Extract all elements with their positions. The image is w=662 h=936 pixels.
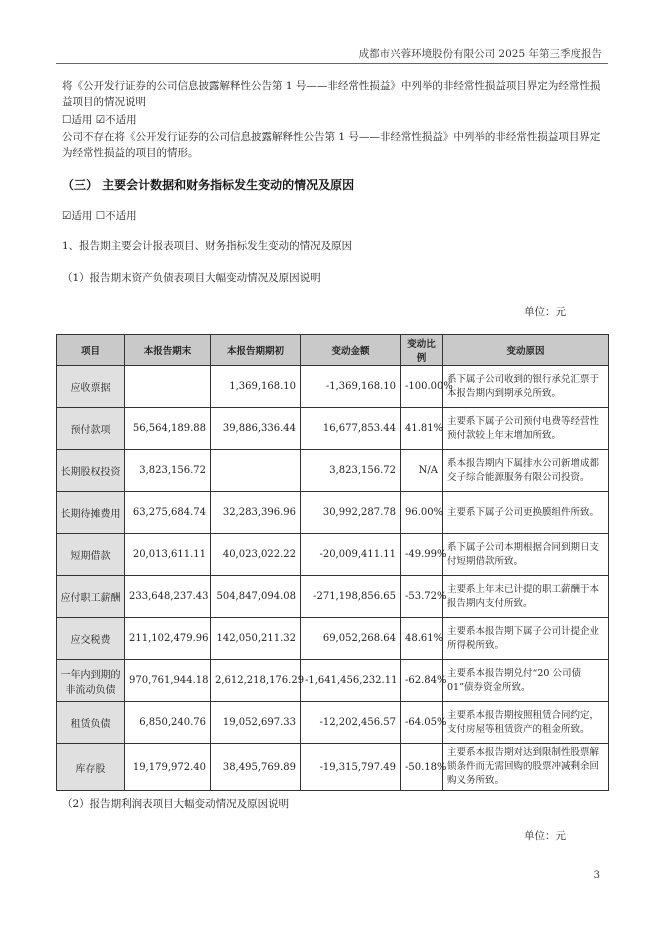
row-period-end: 20,013,611.11 [125,534,211,576]
row-change-reason: 主要系本报告期按照租赁合同约定，支付房屋等租赁资产的租金所致。 [443,702,609,744]
row-change-amount: 30,992,287.78 [301,492,401,534]
applicability-checkbox-2: ☑适用 ☐不适用 [62,210,137,222]
table-header-row [57,335,609,366]
row-change-reason: 系下属子公司收到的银行承兑汇票于本报告期内到期承兑所致。 [443,366,609,408]
row-period-begin: 2,612,218,176.29 [211,660,301,702]
row-item: 短期借款 [57,534,125,576]
table-row [57,408,609,450]
row-period-end: 56,564,189.88 [125,408,211,450]
applicability-checkbox-1: ☐适用 ☑不适用 [62,114,137,126]
row-change-ratio: 41.81% [401,408,443,450]
row-period-begin: 39,886,336.44 [211,408,301,450]
row-change-ratio: -100.00% [401,366,443,408]
table-row [57,492,609,534]
row-period-end: 19,179,972.40 [125,744,211,791]
table-row [57,576,609,618]
row-item: 长期股权投资 [57,450,125,492]
col-header-period-begin: 本报告期期初 [211,335,301,366]
row-period-end: 970,761,944.18 [125,660,211,702]
table-row [57,366,609,408]
row-period-end: 233,648,237.43 [125,576,211,618]
row-change-reason: 主要系本报告期兑付“20 公司债 01”债券资金所致。 [443,660,609,702]
row-change-reason: 主要系本报告期下属子公司计提企业所得税所致。 [443,618,609,660]
col-header-item: 项目 [57,335,125,366]
row-change-ratio: -49.99% [401,534,443,576]
row-change-amount: 69,052,268.64 [301,618,401,660]
table-row [57,618,609,660]
subsection-heading-1: 1、报告期主要会计报表项目、财务指标发生变动的情况及原因 [62,240,353,252]
row-change-reason: 系本报告期内下属排水公司新增成都交子综合能源服务有限公司投资。 [443,450,609,492]
row-period-end [125,366,211,408]
row-item: 库存股 [57,744,125,791]
row-change-amount: 3,823,156.72 [301,450,401,492]
row-change-ratio: -62.84% [401,660,443,702]
row-item: 租赁负债 [57,702,125,744]
subsection-heading-1a: （1）报告期末资产负债表项目大幅变动情况及原因说明 [62,272,321,284]
subsection-heading-1b: （2）报告期利润表项目大幅变动情况及原因说明 [62,798,290,810]
row-change-amount: -1,641,456,232.11 [301,660,401,702]
row-item: 长期待摊费用 [57,492,125,534]
col-header-change-reason: 变动原因 [443,335,609,366]
row-item: 一年内到期的非流动负债 [57,660,125,702]
section-title: （三） 主要会计数据和财务指标发生变动的情况及原因 [62,178,355,192]
row-period-end: 6,850,240.76 [125,702,211,744]
table-row [57,744,609,791]
row-change-ratio: -50.18% [401,744,443,791]
table-row [57,660,609,702]
row-period-end: 3,823,156.72 [125,450,211,492]
table-row [57,450,609,492]
row-change-amount: -20,009,411.11 [301,534,401,576]
row-change-amount: -12,202,456.57 [301,702,401,744]
report-header-title: 成都市兴蓉环境股份有限公司 2025 年第三季度报告 [358,48,602,60]
row-change-amount: -271,198,856.65 [301,576,401,618]
header-divider [56,63,608,64]
row-period-begin: 19,052,697.33 [211,702,301,744]
row-change-ratio: -53.72% [401,576,443,618]
row-change-ratio: N/A [401,450,443,492]
intro-paragraph-2: 公司不存在将《公开发行证券的公司信息披露解释性公告第 1 号——非经常性损益》中列举的非经常性损益项目界定为经常性损益的项目的情形。 [62,131,601,159]
row-change-reason: 系下属子公司本期根据合同到期日支付短期借款所致。 [443,534,609,576]
unit-label: 单位：元 [524,306,566,318]
row-period-begin: 32,283,396.96 [211,492,301,534]
row-item: 应付职工薪酬 [57,576,125,618]
row-period-begin: 1,369,168.10 [211,366,301,408]
balance-sheet-change-table [56,334,609,791]
table-row [57,702,609,744]
row-period-begin: 142,050,211.32 [211,618,301,660]
row-change-reason: 主要系下属子公司更换膜组件所致。 [443,492,609,534]
row-change-ratio: 48.61% [401,618,443,660]
row-change-reason: 主要系下属子公司预付电费等经营性预付款较上年末增加所致。 [443,408,609,450]
row-change-ratio: -64.05% [401,702,443,744]
col-header-period-end: 本报告期末 [125,335,211,366]
row-change-reason: 主要系上年末已计提的职工薪酬于本报告期内支付所致。 [443,576,609,618]
intro-paragraph-1: 将《公开发行证券的公司信息披露解释性公告第 1 号——非经常性损益》中列举的非经常性损益项目界定为经常性损益项目的情况说明 [62,80,601,108]
row-item: 应交税费 [57,618,125,660]
row-change-amount: -1,369,168.10 [301,366,401,408]
row-period-begin: 504,847,094.08 [211,576,301,618]
row-period-begin: 38,495,769.89 [211,744,301,791]
row-change-reason: 主要系本报告期对达到限制性股票解锁条件而无需回购的股票冲减剩余回购义务所致。 [443,744,609,791]
row-period-end: 63,275,684.74 [125,492,211,534]
page-number: 3 [593,870,600,881]
col-header-change-amount: 变动金额 [301,335,401,366]
unit-label-2: 单位：元 [524,830,566,842]
row-period-begin: 40,023,022.22 [211,534,301,576]
row-period-end: 211,102,479.96 [125,618,211,660]
row-item: 预付款项 [57,408,125,450]
row-change-amount: -19,315,797.49 [301,744,401,791]
row-item: 应收票据 [57,366,125,408]
row-change-ratio: 96.00% [401,492,443,534]
row-change-amount: 16,677,853.44 [301,408,401,450]
row-period-begin [211,450,301,492]
table-row [57,534,609,576]
col-header-change-ratio: 变动比例 [401,335,443,366]
